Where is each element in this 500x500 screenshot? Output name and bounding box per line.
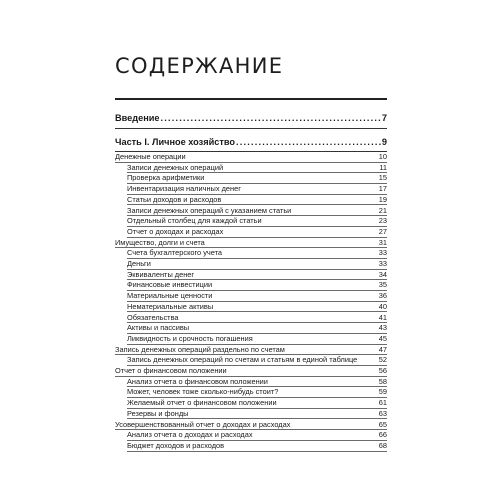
toc-entry[interactable] xyxy=(115,345,387,356)
toc-entry-label: Анализ отчета о доходах и расходах xyxy=(127,430,253,440)
toc-entry-label: Отчет о доходах и расходах xyxy=(127,226,224,236)
toc-intro[interactable] xyxy=(115,113,387,123)
toc-entry-page: 17 xyxy=(378,184,387,194)
toc-entry-page: 33 xyxy=(378,248,387,258)
toc-entry-page: 63 xyxy=(378,408,387,418)
toc-entry[interactable] xyxy=(115,398,387,409)
toc-entry-label: Статьи доходов и расходов xyxy=(127,194,222,204)
toc-entry[interactable] xyxy=(115,248,387,259)
divider xyxy=(115,98,387,100)
toc-entry-page: 31 xyxy=(378,237,387,247)
toc-entry[interactable] xyxy=(115,195,387,206)
toc-entry-label: Обязательства xyxy=(127,312,179,322)
toc-entry-label: Ликвидность и срочность погашения xyxy=(127,333,253,343)
toc-entry-label: Эквиваленты денег xyxy=(127,269,195,279)
toc-entry-label: Записи денежных операций с указанием статьи xyxy=(127,205,292,215)
toc-entry-page: 33 xyxy=(378,259,387,268)
toc-entry[interactable] xyxy=(115,313,387,324)
toc-part-label: Часть I. Личное хозяйство xyxy=(115,137,235,147)
toc-entry-page: 52 xyxy=(378,355,387,365)
toc-entry-label: Отчет о финансовом положении xyxy=(115,366,227,375)
toc-entry-page: 34 xyxy=(378,269,387,279)
toc-entry[interactable] xyxy=(115,238,387,249)
toc-entry[interactable] xyxy=(115,409,387,420)
toc-entry[interactable] xyxy=(115,334,387,345)
toc-entry[interactable] xyxy=(115,387,387,398)
divider xyxy=(115,128,387,129)
toc-entry-label: Деньги xyxy=(127,259,151,268)
page-title: СОДЕРЖАНИЕ xyxy=(115,54,284,78)
toc-entry[interactable] xyxy=(115,216,387,227)
toc-entry-label: Финансовые инвестиции xyxy=(127,280,213,290)
toc-entry-label: Нематериальные активы xyxy=(127,301,214,311)
toc-entry[interactable] xyxy=(115,355,387,366)
toc-entry-page: 47 xyxy=(378,344,387,354)
toc-entry-label: Инвентаризация наличных денег xyxy=(127,184,241,194)
toc-entry-page: 56 xyxy=(378,366,387,375)
toc-entry[interactable] xyxy=(115,270,387,281)
toc-entry-page: 45 xyxy=(378,333,387,343)
table-of-contents xyxy=(115,0,387,500)
toc-entry-label: Усовершенствованный отчет о доходах и расходах xyxy=(115,419,291,429)
toc-entry-page: 11 xyxy=(379,162,387,172)
toc-entry[interactable] xyxy=(115,206,387,217)
toc-entry-label: Имущество, долги и счета xyxy=(115,237,205,247)
toc-entry-label: Проверка арифметики xyxy=(127,173,205,183)
toc-intro-label: Введение xyxy=(115,113,160,123)
toc-entry-label: Отдельный столбец для каждой статьи xyxy=(127,216,262,226)
toc-entry[interactable] xyxy=(115,366,387,377)
toc-entry-page: 23 xyxy=(378,216,387,226)
toc-entry-page: 27 xyxy=(378,226,387,236)
toc-entry[interactable] xyxy=(115,173,387,184)
toc-entry[interactable] xyxy=(115,291,387,302)
toc-entry-page: 19 xyxy=(378,194,387,204)
toc-entry[interactable] xyxy=(115,227,387,238)
toc-entry[interactable] xyxy=(115,184,387,195)
toc-entry-page: 10 xyxy=(378,152,387,161)
toc-entry-label: Анализ отчета о финансовом положении xyxy=(127,376,268,386)
toc-entry-page: 65 xyxy=(378,419,387,429)
toc-entry[interactable] xyxy=(115,280,387,291)
toc-entry-label: Резервы и фонды xyxy=(127,408,189,418)
toc-entry-page: 40 xyxy=(378,301,387,311)
toc-entry-page: 15 xyxy=(378,173,387,183)
toc-entry[interactable] xyxy=(115,420,387,431)
leader-dots xyxy=(236,137,381,147)
toc-entry-page: 58 xyxy=(378,376,387,386)
toc-entry-page: 43 xyxy=(378,323,387,333)
leader-dots xyxy=(161,113,381,123)
toc-entry-label: Запись денежных операций раздельно по счетам xyxy=(115,344,285,354)
toc-entry[interactable] xyxy=(115,377,387,388)
toc-entry-label: Счета бухгалтерского учета xyxy=(127,248,223,258)
toc-entry-label: Активы и пассивы xyxy=(127,323,190,333)
toc-entry[interactable] xyxy=(115,302,387,313)
toc-part-page: 9 xyxy=(381,137,387,147)
toc-entry-page: 41 xyxy=(378,312,387,322)
toc-part[interactable] xyxy=(115,137,387,147)
toc-entry[interactable] xyxy=(115,323,387,334)
toc-entry[interactable] xyxy=(115,152,387,163)
toc-entry-page: 61 xyxy=(378,398,387,408)
entry-underline xyxy=(127,451,387,452)
toc-entry-page: 68 xyxy=(378,440,387,450)
toc-entry-label: Денежные операции xyxy=(115,152,186,161)
toc-entry-label: Бюджет доходов и расходов xyxy=(127,440,225,450)
toc-entry-page: 36 xyxy=(378,291,387,301)
toc-entry[interactable] xyxy=(115,441,387,452)
toc-entry-page: 59 xyxy=(378,387,387,397)
toc-entry-label: Материальные ценности xyxy=(127,291,213,301)
toc-entry[interactable] xyxy=(115,430,387,441)
toc-entry-page: 21 xyxy=(378,205,387,215)
toc-entry[interactable] xyxy=(115,259,387,270)
toc-entry-label: Записи денежных операций xyxy=(127,162,224,172)
toc-entry-page: 35 xyxy=(378,280,387,290)
toc-intro-page: 7 xyxy=(381,113,387,123)
toc-entry-label: Запись денежных операций по счетам и статьям в единой таблице xyxy=(127,355,358,365)
toc-entry[interactable] xyxy=(115,163,387,174)
toc-entry-label: Может, человек тоже сколько-нибудь стоит? xyxy=(127,387,279,397)
toc-entry-label: Желаемый отчет о финансовом положении xyxy=(127,398,277,408)
toc-entry-page: 66 xyxy=(378,430,387,440)
